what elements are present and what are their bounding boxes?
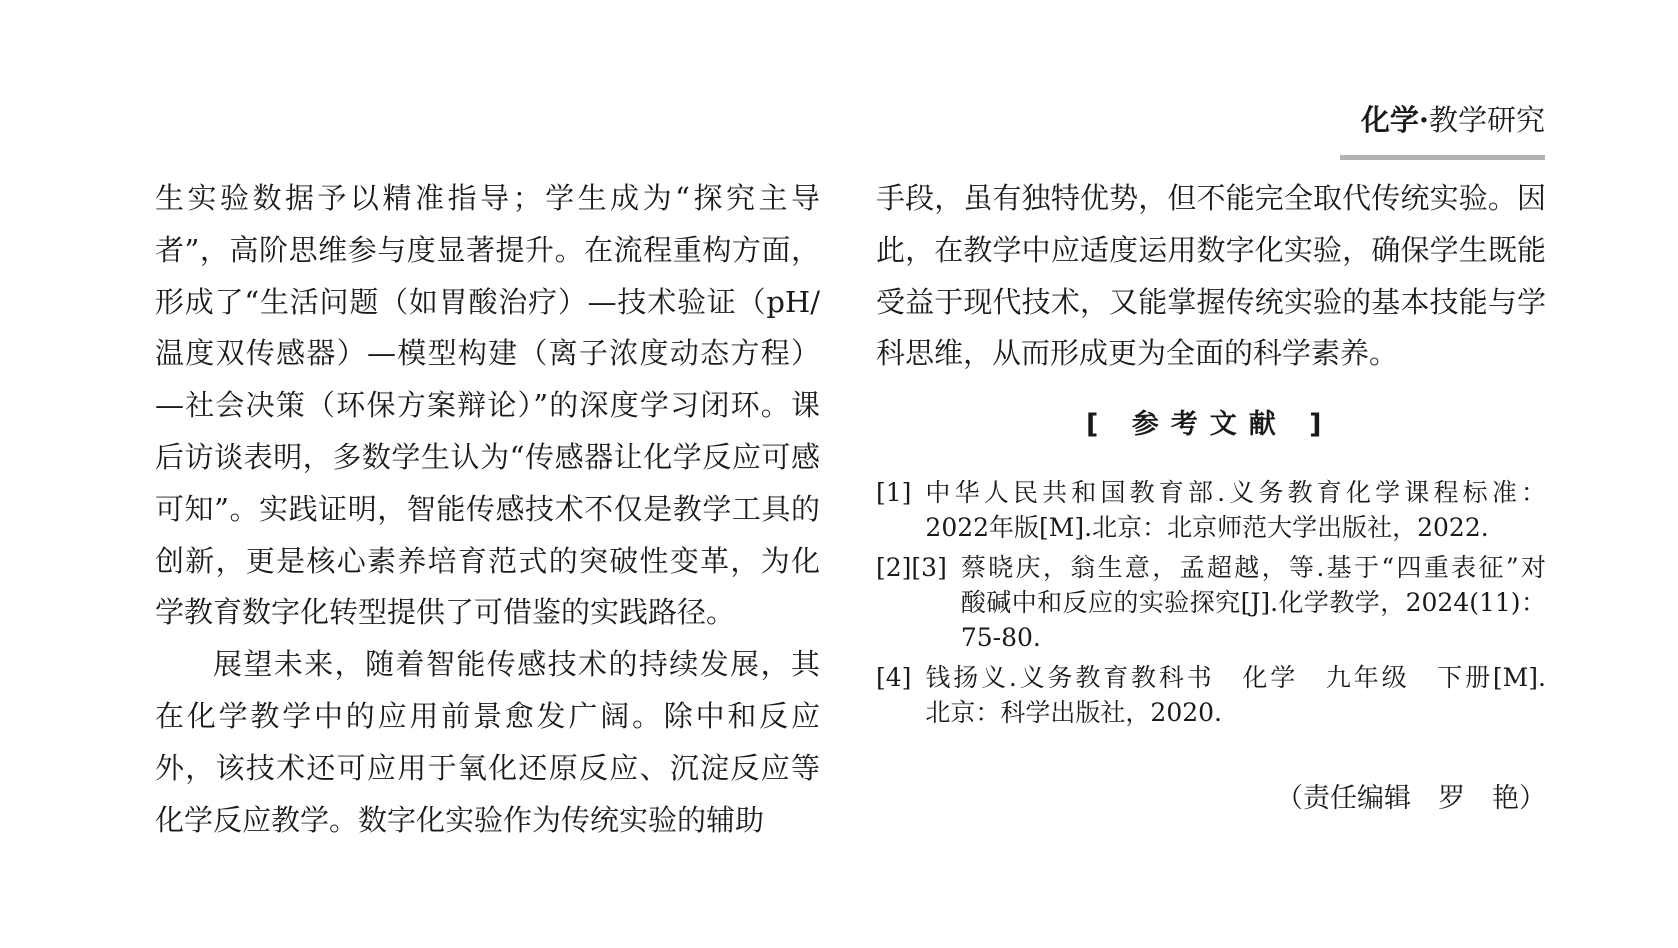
reference-line: 中华人民共和国教育部.义务教育化学课程标准： — [925, 478, 1546, 507]
header-section-bold: 化学 — [1360, 103, 1419, 137]
left-paragraph-1: 生实验数据予以精准指导；学生成为“探究主导者”，高阶思维参与度显著提升。在流程重构方面，形成了“生活问题（如胃酸治疗）—技术验证（pH/温度双传感器）—模型构建（离子浓度动态方程）—社会决策（环保方案辩论）”的深度学习闭环。课后访谈表明，多数学生认为“传感器让化学反应可感可知”。实践证明，智能传感技术不仅是教学工具的创新，更是核心素养培育范式的突破性变革，为化学教育数字化转型提供了可借鉴的实践路径。 — [155, 181, 820, 630]
header-section-rest: 教学研究 — [1428, 103, 1545, 137]
header-rule — [1340, 155, 1545, 160]
reference-line: 北京：科学出版社，2020. — [925, 698, 1222, 727]
left-paragraph-2: 展望未来，随着智能传感技术的持续发展，其在化学教学中的应用前景愈发广阔。除中和反应外，该技术还可应用于氧化还原反应、沉淀反应等化学反应教学。数字化实验作为传统实验的辅助 — [155, 647, 820, 837]
reference-item — [876, 550, 1546, 655]
reference-line: 钱扬义.义务教育教科书 化学 九年级 下册[M]. — [925, 663, 1546, 692]
reference-text — [925, 660, 1546, 730]
reference-text — [925, 475, 1546, 545]
references-title: [ 参考文献 ] — [1086, 409, 1334, 440]
reference-number: [2][3] — [876, 553, 947, 582]
header-separator: · — [1418, 103, 1429, 137]
reference-line: 2022年版[M].北京：北京师范大学出版社，2022. — [925, 513, 1489, 542]
right-paragraph: 手段，虽有独特优势，但不能完全取代传统实验。因此，在教学中应适度运用数字化实验，确保学生既能受益于现代技术，又能掌握传统实验的基本技能与学科思维，从而形成更为全面的科学素养。 — [876, 181, 1546, 371]
reference-line: 75-80. — [960, 623, 1041, 652]
references-list — [876, 475, 1546, 735]
editor-note: （责任编辑 罗 艳） — [1276, 783, 1546, 814]
reference-number: [4] — [876, 663, 912, 692]
journal-section-header — [1340, 100, 1545, 140]
left-text-column — [155, 173, 820, 846]
reference-number: [1] — [876, 478, 912, 507]
right-text-column — [876, 173, 1546, 380]
reference-line: 蔡晓庆，翁生意，孟超越，等.基于“四重表征”对 — [960, 553, 1546, 582]
reference-text — [961, 550, 1546, 655]
reference-line: 酸碱中和反应的实验探究[J].化学教学，2024(11)： — [960, 588, 1546, 617]
reference-item — [876, 660, 1546, 730]
reference-item — [876, 475, 1546, 545]
